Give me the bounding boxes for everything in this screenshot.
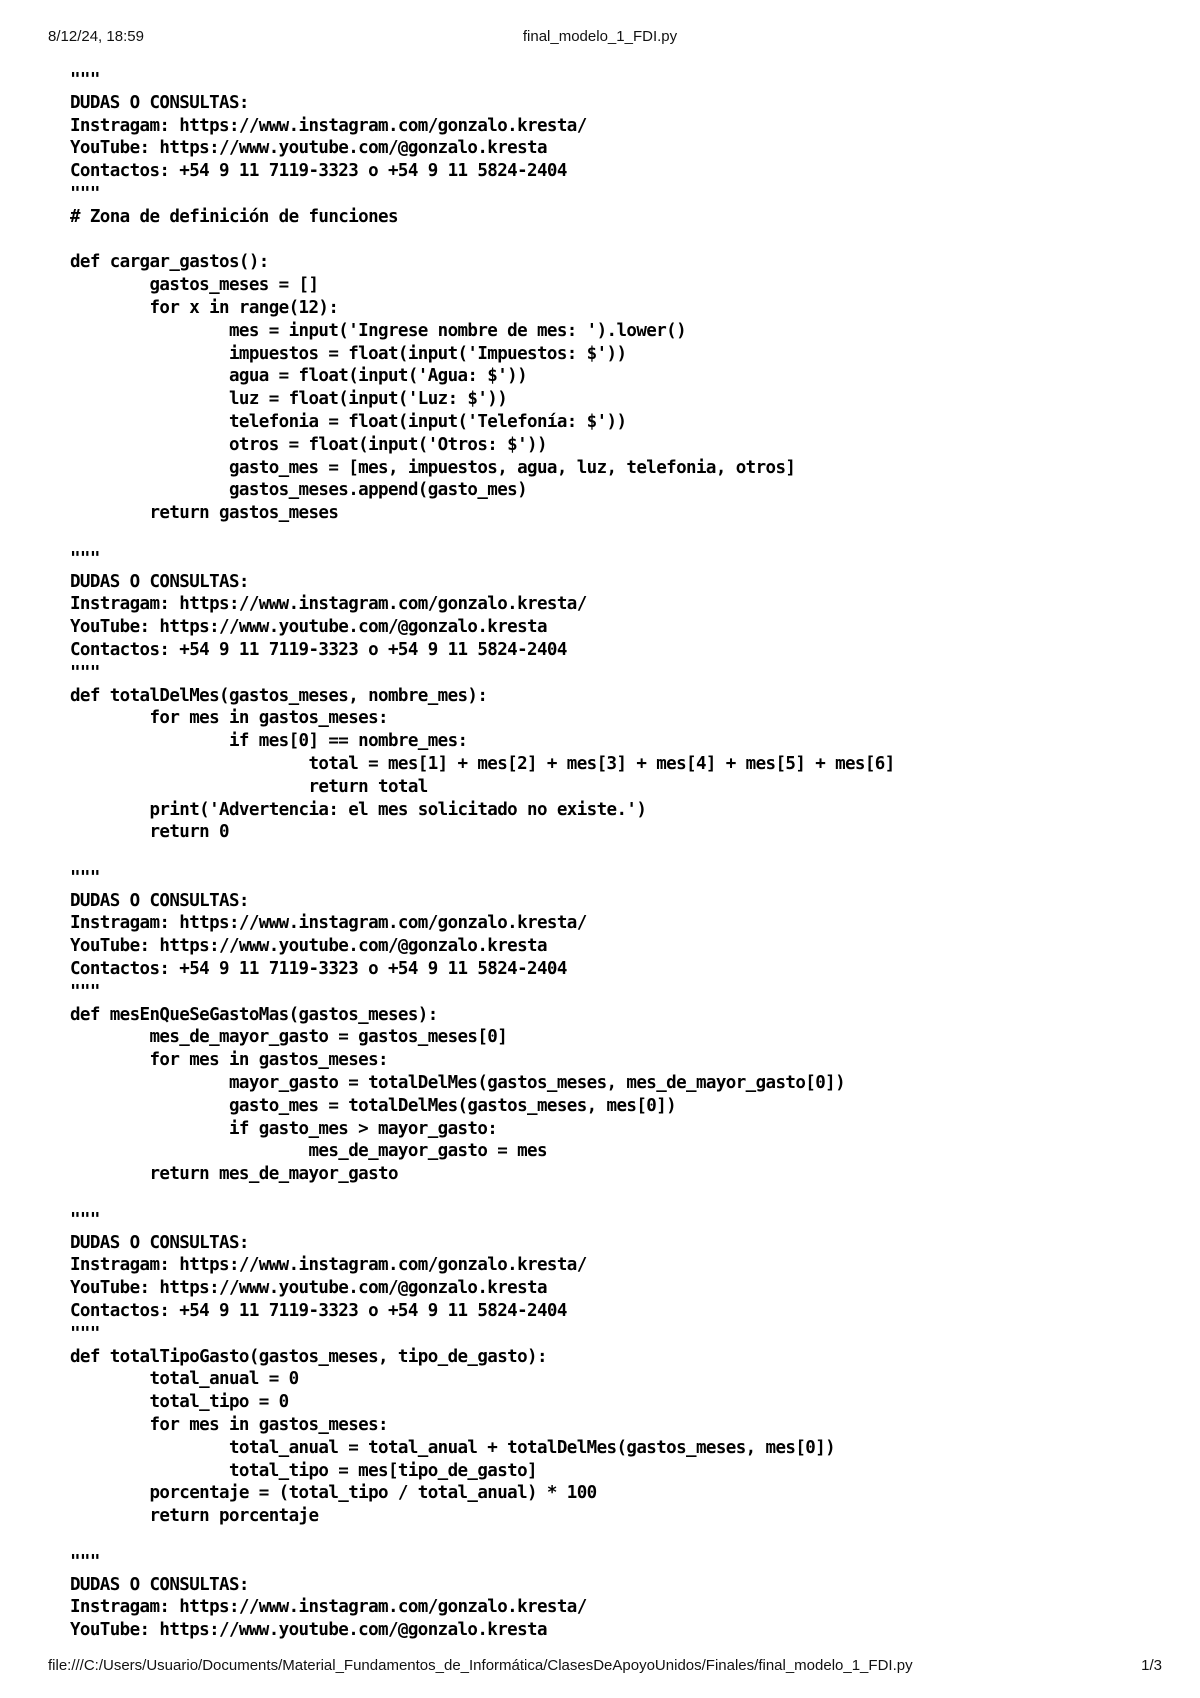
code-line	[70, 1528, 1170, 1551]
code-line: for mes in gastos_meses:	[70, 1050, 388, 1071]
code-line: mes = input('Ingrese nombre de mes: ').lower()	[70, 320, 687, 341]
code-line: if gasto_mes > mayor_gasto:	[70, 1118, 498, 1139]
code-line: """	[70, 662, 100, 683]
code-line: return total	[70, 776, 428, 797]
code-line: total_tipo = mes[tipo_de_gasto]	[70, 1460, 537, 1481]
code-line: total = mes[1] + mes[2] + mes[3] + mes[4] + mes[5] + mes[6]	[70, 753, 895, 774]
code-line: YouTube: https://www.youtube.com/@gonzalo.kresta	[70, 1620, 547, 1641]
code-line	[70, 525, 1170, 548]
code-line: DUDAS O CONSULTAS:	[70, 92, 249, 113]
code-line: mayor_gasto = totalDelMes(gastos_meses, mes_de_mayor_gasto[0])	[70, 1073, 845, 1094]
code-line: mes_de_mayor_gasto = gastos_meses[0]	[70, 1027, 508, 1048]
code-line: """	[70, 70, 100, 90]
code-line: def cargar_gastos():	[70, 252, 269, 273]
code-line: total_anual = 0	[70, 1369, 299, 1390]
code-line: print('Advertencia: el mes solicitado no existe.')	[70, 799, 647, 820]
code-line: DUDAS O CONSULTAS:	[70, 890, 249, 911]
page-number: 1/3	[1141, 1657, 1162, 1674]
code-line: Instragam: https://www.instagram.com/gonzalo.kresta/	[70, 1597, 587, 1618]
code-line: """	[70, 183, 100, 204]
code-line: def totalTipoGasto(gastos_meses, tipo_de_gasto):	[70, 1346, 547, 1367]
code-listing	[70, 69, 1170, 1642]
code-line: mes_de_mayor_gasto = mes	[70, 1141, 547, 1162]
code-line: """	[70, 1323, 100, 1344]
file-path: file:///C:/Users/Usuario/Documents/Material_Fundamentos_de_Informática/ClasesDeApoyoUnidos/Finales/final_modelo_1_FDI.py	[48, 1657, 913, 1674]
code-line: luz = float(input('Luz: $'))	[70, 389, 508, 410]
code-line: total_anual = total_anual + totalDelMes(gastos_meses, mes[0])	[70, 1437, 836, 1458]
document-filename: final_modelo_1_FDI.py	[522, 28, 678, 45]
code-line: for mes in gastos_meses:	[70, 708, 388, 729]
code-line: # Zona de definición de funciones	[70, 206, 398, 227]
code-line: YouTube: https://www.youtube.com/@gonzalo.kresta	[70, 1278, 547, 1299]
code-line: """	[70, 1209, 100, 1230]
code-line: DUDAS O CONSULTAS:	[70, 1232, 249, 1253]
code-line	[70, 844, 1170, 867]
code-line: DUDAS O CONSULTAS:	[70, 571, 249, 592]
code-line: YouTube: https://www.youtube.com/@gonzalo.kresta	[70, 617, 547, 638]
print-footer	[0, 1657, 1200, 1681]
print-header	[0, 28, 1200, 52]
code-line: """	[70, 548, 100, 569]
code-line: impuestos = float(input('Impuestos: $'))	[70, 343, 627, 364]
code-line: Contactos: +54 9 11 7119-3323 o +54 9 11 5824-2404	[70, 639, 567, 660]
code-line: """	[70, 867, 100, 888]
code-line: return gastos_meses	[70, 503, 339, 524]
code-line: gastos_meses.append(gasto_mes)	[70, 480, 528, 501]
code-line: return 0	[70, 822, 229, 843]
code-line: for mes in gastos_meses:	[70, 1415, 388, 1436]
code-line: YouTube: https://www.youtube.com/@gonzalo.kresta	[70, 138, 547, 159]
code-line: for x in range(12):	[70, 297, 339, 318]
code-line: """	[70, 1551, 100, 1572]
code-line: agua = float(input('Agua: $'))	[70, 366, 528, 387]
code-line: if mes[0] == nombre_mes:	[70, 731, 468, 752]
code-line: Contactos: +54 9 11 7119-3323 o +54 9 11 5824-2404	[70, 959, 567, 980]
code-line: return mes_de_mayor_gasto	[70, 1164, 398, 1185]
code-line: YouTube: https://www.youtube.com/@gonzalo.kresta	[70, 936, 547, 957]
code-line: def mesEnQueSeGastoMas(gastos_meses):	[70, 1004, 438, 1025]
code-line: gasto_mes = totalDelMes(gastos_meses, mes[0])	[70, 1095, 677, 1116]
code-line: Instragam: https://www.instagram.com/gonzalo.kresta/	[70, 1255, 587, 1276]
code-line: telefonia = float(input('Telefonía: $'))	[70, 411, 627, 432]
code-line: gastos_meses = []	[70, 275, 319, 296]
code-line: def totalDelMes(gastos_meses, nombre_mes):	[70, 685, 488, 706]
code-line: Contactos: +54 9 11 7119-3323 o +54 9 11 5824-2404	[70, 161, 567, 182]
code-line: DUDAS O CONSULTAS:	[70, 1574, 249, 1595]
code-line: gasto_mes = [mes, impuestos, agua, luz, telefonia, otros]	[70, 457, 796, 478]
code-line: Instragam: https://www.instagram.com/gonzalo.kresta/	[70, 913, 587, 934]
code-line: Instragam: https://www.instagram.com/gonzalo.kresta/	[70, 594, 587, 615]
code-line: Contactos: +54 9 11 7119-3323 o +54 9 11 5824-2404	[70, 1301, 567, 1322]
code-line: return porcentaje	[70, 1506, 319, 1527]
code-line: total_tipo = 0	[70, 1392, 289, 1413]
code-line: Instragam: https://www.instagram.com/gonzalo.kresta/	[70, 115, 587, 136]
code-line	[70, 229, 1170, 252]
print-datetime: 8/12/24, 18:59	[48, 28, 144, 45]
code-line: """	[70, 981, 100, 1002]
code-line: otros = float(input('Otros: $'))	[70, 434, 547, 455]
code-line	[70, 1186, 1170, 1209]
code-line: porcentaje = (total_tipo / total_anual) * 100	[70, 1483, 597, 1504]
